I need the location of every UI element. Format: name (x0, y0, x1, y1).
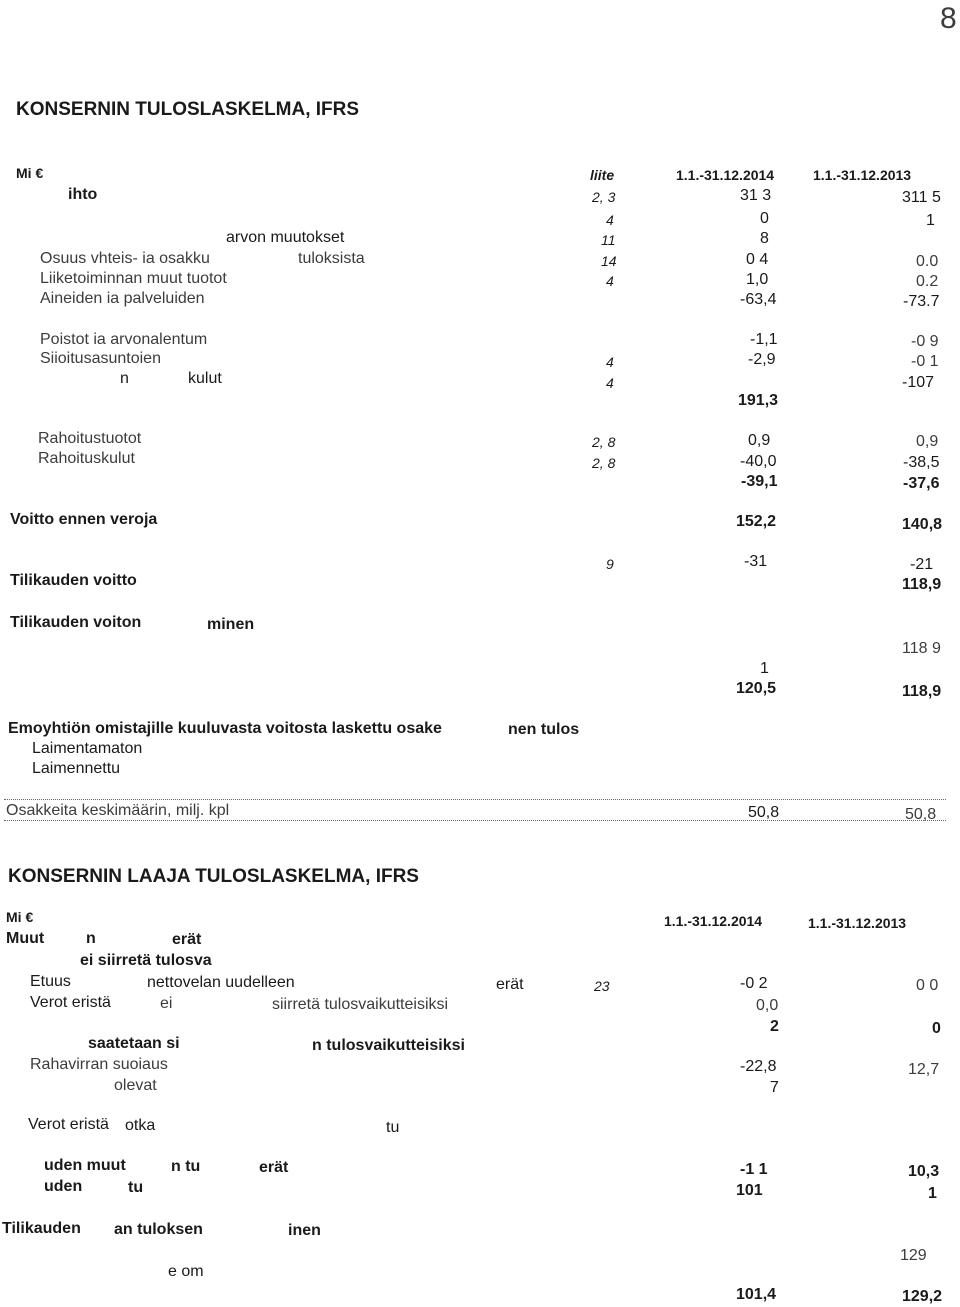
comprehensive-title: KONSERNIN LAAJA TULOSLASKELMA, IFRS (8, 866, 419, 887)
row-value-2014: 8 (760, 230, 769, 247)
distribution-label: Tilikauden voiton (10, 614, 142, 631)
oci-label: Muut (6, 930, 45, 947)
period-2013-header: 1.1.-31.12.2013 (813, 167, 912, 183)
distribution-value-2013: 118 9 (902, 640, 941, 657)
total-oci-2014: -1 1 (740, 1161, 768, 1178)
row-value-2014: 0 4 (746, 251, 769, 268)
verot-label-part: ei (160, 995, 173, 1012)
olevat-2014: 7 (770, 1079, 779, 1096)
divider (4, 820, 946, 821)
total-oci-label-part: erät (259, 1159, 289, 1176)
row-value-2014: 31 3 (740, 187, 772, 204)
eps-diluted-label: Laimennettu (32, 760, 121, 777)
row-note: 4 (606, 375, 614, 391)
ci-distribution-label: Tilikauden (2, 1220, 81, 1237)
row-value-2013: 118,9 (902, 576, 942, 593)
row-value-2013: -107 (902, 374, 935, 391)
row-value-2014: 0 (760, 210, 769, 227)
row-value-2013: 0.0 (916, 253, 939, 270)
ci-total-2013: 129,2 (902, 1288, 943, 1305)
eps-undiluted-label: Laimentamaton (32, 740, 143, 757)
page-number: 8 (940, 2, 957, 35)
unit-label: Mi € (6, 909, 34, 925)
row-value-2013: 1 (926, 212, 935, 229)
eps-label-part: nen tulos (508, 721, 580, 738)
etuus-2014: -0 2 (740, 975, 768, 992)
reclass-heading-part: n tulosvaikutteisiksi (312, 1037, 465, 1054)
row-value-2014: -63,4 (740, 291, 777, 308)
row-label: Rahoituskulut (38, 450, 135, 467)
row-label: Osuus vhteis- ia osakku (40, 250, 210, 267)
unit-label: Mi € (16, 165, 44, 181)
period-2014-header: 1.1.-31.12.2014 (664, 913, 763, 929)
verot-label-part: siirretä tulosvaikutteisiksi (272, 996, 449, 1013)
row-note: 4 (606, 212, 614, 228)
ci-distribution-label-part: an tuloksen (114, 1221, 203, 1238)
not-reclassified-heading: ei siirretä tulosva (80, 952, 212, 969)
etuus-label: Etuus (30, 973, 71, 990)
row-label: Liiketoiminnan muut tuotot (40, 270, 227, 287)
row-note: 2, 3 (592, 189, 616, 205)
verot-label: Verot eristä (30, 994, 111, 1011)
total-ci-2013: 1 (928, 1185, 937, 1202)
etuus-label-part: erät (496, 976, 524, 993)
ci-distribution-2013: 129 (900, 1247, 927, 1264)
row-label: Aineiden ia palveluiden (40, 290, 205, 307)
period-2014-header: 1.1.-31.12.2014 (676, 167, 775, 183)
row-note: 4 (606, 354, 614, 370)
row-note: 2, 8 (592, 434, 616, 450)
distribution-label-part: minen (207, 616, 255, 633)
row-label: n (120, 370, 129, 387)
row-value-2013: -38,5 (903, 454, 940, 471)
total-ci-label-part: tu (128, 1179, 144, 1196)
distribution-total-2013: 118,9 (902, 683, 942, 700)
net-financial-2013: -37,6 (903, 475, 940, 492)
olevat-label: olevat (114, 1077, 157, 1094)
hedge-label: Rahavirran suoiaus (30, 1056, 168, 1073)
row-label: arvon muutokset (226, 229, 345, 246)
ci-distribution-label-part: inen (288, 1222, 321, 1239)
etuus-note: 23 (594, 978, 610, 994)
etuus-label-part: nettovelan uudelleen (147, 974, 295, 991)
row-label-part: tuloksista (298, 250, 365, 267)
verot2-label: Verot eristä (28, 1116, 109, 1133)
row-value-2014: -31 (744, 553, 768, 570)
distribution-value-2014: 1 (760, 660, 769, 677)
row-note: 2, 8 (592, 455, 616, 471)
row-value-2013: 140,8 (902, 516, 943, 533)
hedge-2013: 12,7 (908, 1061, 940, 1078)
shares-2013: 50,8 (905, 806, 937, 823)
row-value-2014: -40,0 (740, 453, 777, 470)
total-ci-2014: 101 (736, 1182, 763, 1199)
row-value-2014: 1,0 (746, 271, 769, 288)
subtotal-2014: 2 (770, 1018, 779, 1035)
row-value-2014: -2,9 (748, 351, 776, 368)
row-value-2013: 311 5 (902, 189, 941, 206)
row-value-2014: 0,9 (748, 432, 771, 449)
row-value-2013: 0.2 (916, 273, 939, 290)
row-note: 14 (601, 253, 617, 269)
verot2-label-part: tu (386, 1119, 400, 1136)
row-label: Tilikauden voitto (10, 572, 137, 589)
total-ci-label: uden (44, 1178, 83, 1195)
total-oci-label-part: n tu (171, 1158, 201, 1175)
verot-2014: 0,0 (756, 997, 779, 1014)
shares-2014: 50,8 (748, 804, 780, 821)
reclass-heading: saatetaan si (88, 1035, 180, 1052)
row-label-part: kulut (188, 370, 222, 387)
row-value-2013: 0,9 (916, 433, 939, 450)
eps-label: Emoyhtiön omistajille kuuluvasta voitosta laskettu osake (8, 720, 442, 737)
row-note: 4 (606, 273, 614, 289)
period-2013-header: 1.1.-31.12.2013 (808, 915, 907, 931)
net-financial-2014: -39,1 (741, 473, 778, 490)
total-oci-label: uden muut (44, 1157, 126, 1174)
row-label: Rahoitustuotot (38, 430, 142, 447)
row-label: Voitto ennen veroja (10, 511, 158, 528)
note-column-header: liite (590, 167, 615, 183)
row-value-2013: -0 1 (911, 353, 939, 370)
row-note: 11 (601, 232, 616, 248)
subtotal-2013: 0 (932, 1020, 941, 1037)
hedge-2014: -22,8 (740, 1058, 777, 1075)
oci-label-part: erät (172, 931, 202, 948)
row-value-2014: -1,1 (750, 331, 778, 348)
row-value-2014: 152,2 (736, 513, 777, 530)
ci-owners-label: e om (168, 1263, 204, 1280)
verot2-label-part: otka (125, 1117, 156, 1134)
etuus-2013: 0 0 (916, 977, 939, 994)
ci-total-2014: 101,4 (736, 1286, 777, 1303)
operating-profit-2014: 191,3 (738, 392, 779, 409)
income-statement-title: KONSERNIN TULOSLASKELMA, IFRS (16, 99, 360, 120)
row-label: Siioitusasuntoien (40, 350, 161, 367)
row-value-2013: -21 (910, 556, 934, 573)
row-label: Poistot ia arvonalentum (40, 331, 208, 348)
row-value-2013: -73.7 (903, 293, 940, 310)
row-label: ihto (68, 186, 98, 203)
row-value-2013: -0 9 (911, 333, 939, 350)
row-note: 9 (606, 556, 614, 572)
divider (4, 799, 946, 800)
distribution-total-2014: 120,5 (736, 680, 777, 697)
total-oci-2013: 10,3 (908, 1163, 940, 1180)
oci-label-part: n (86, 930, 96, 947)
shares-label: Osakkeita keskimäärin, milj. kpl (6, 802, 230, 819)
